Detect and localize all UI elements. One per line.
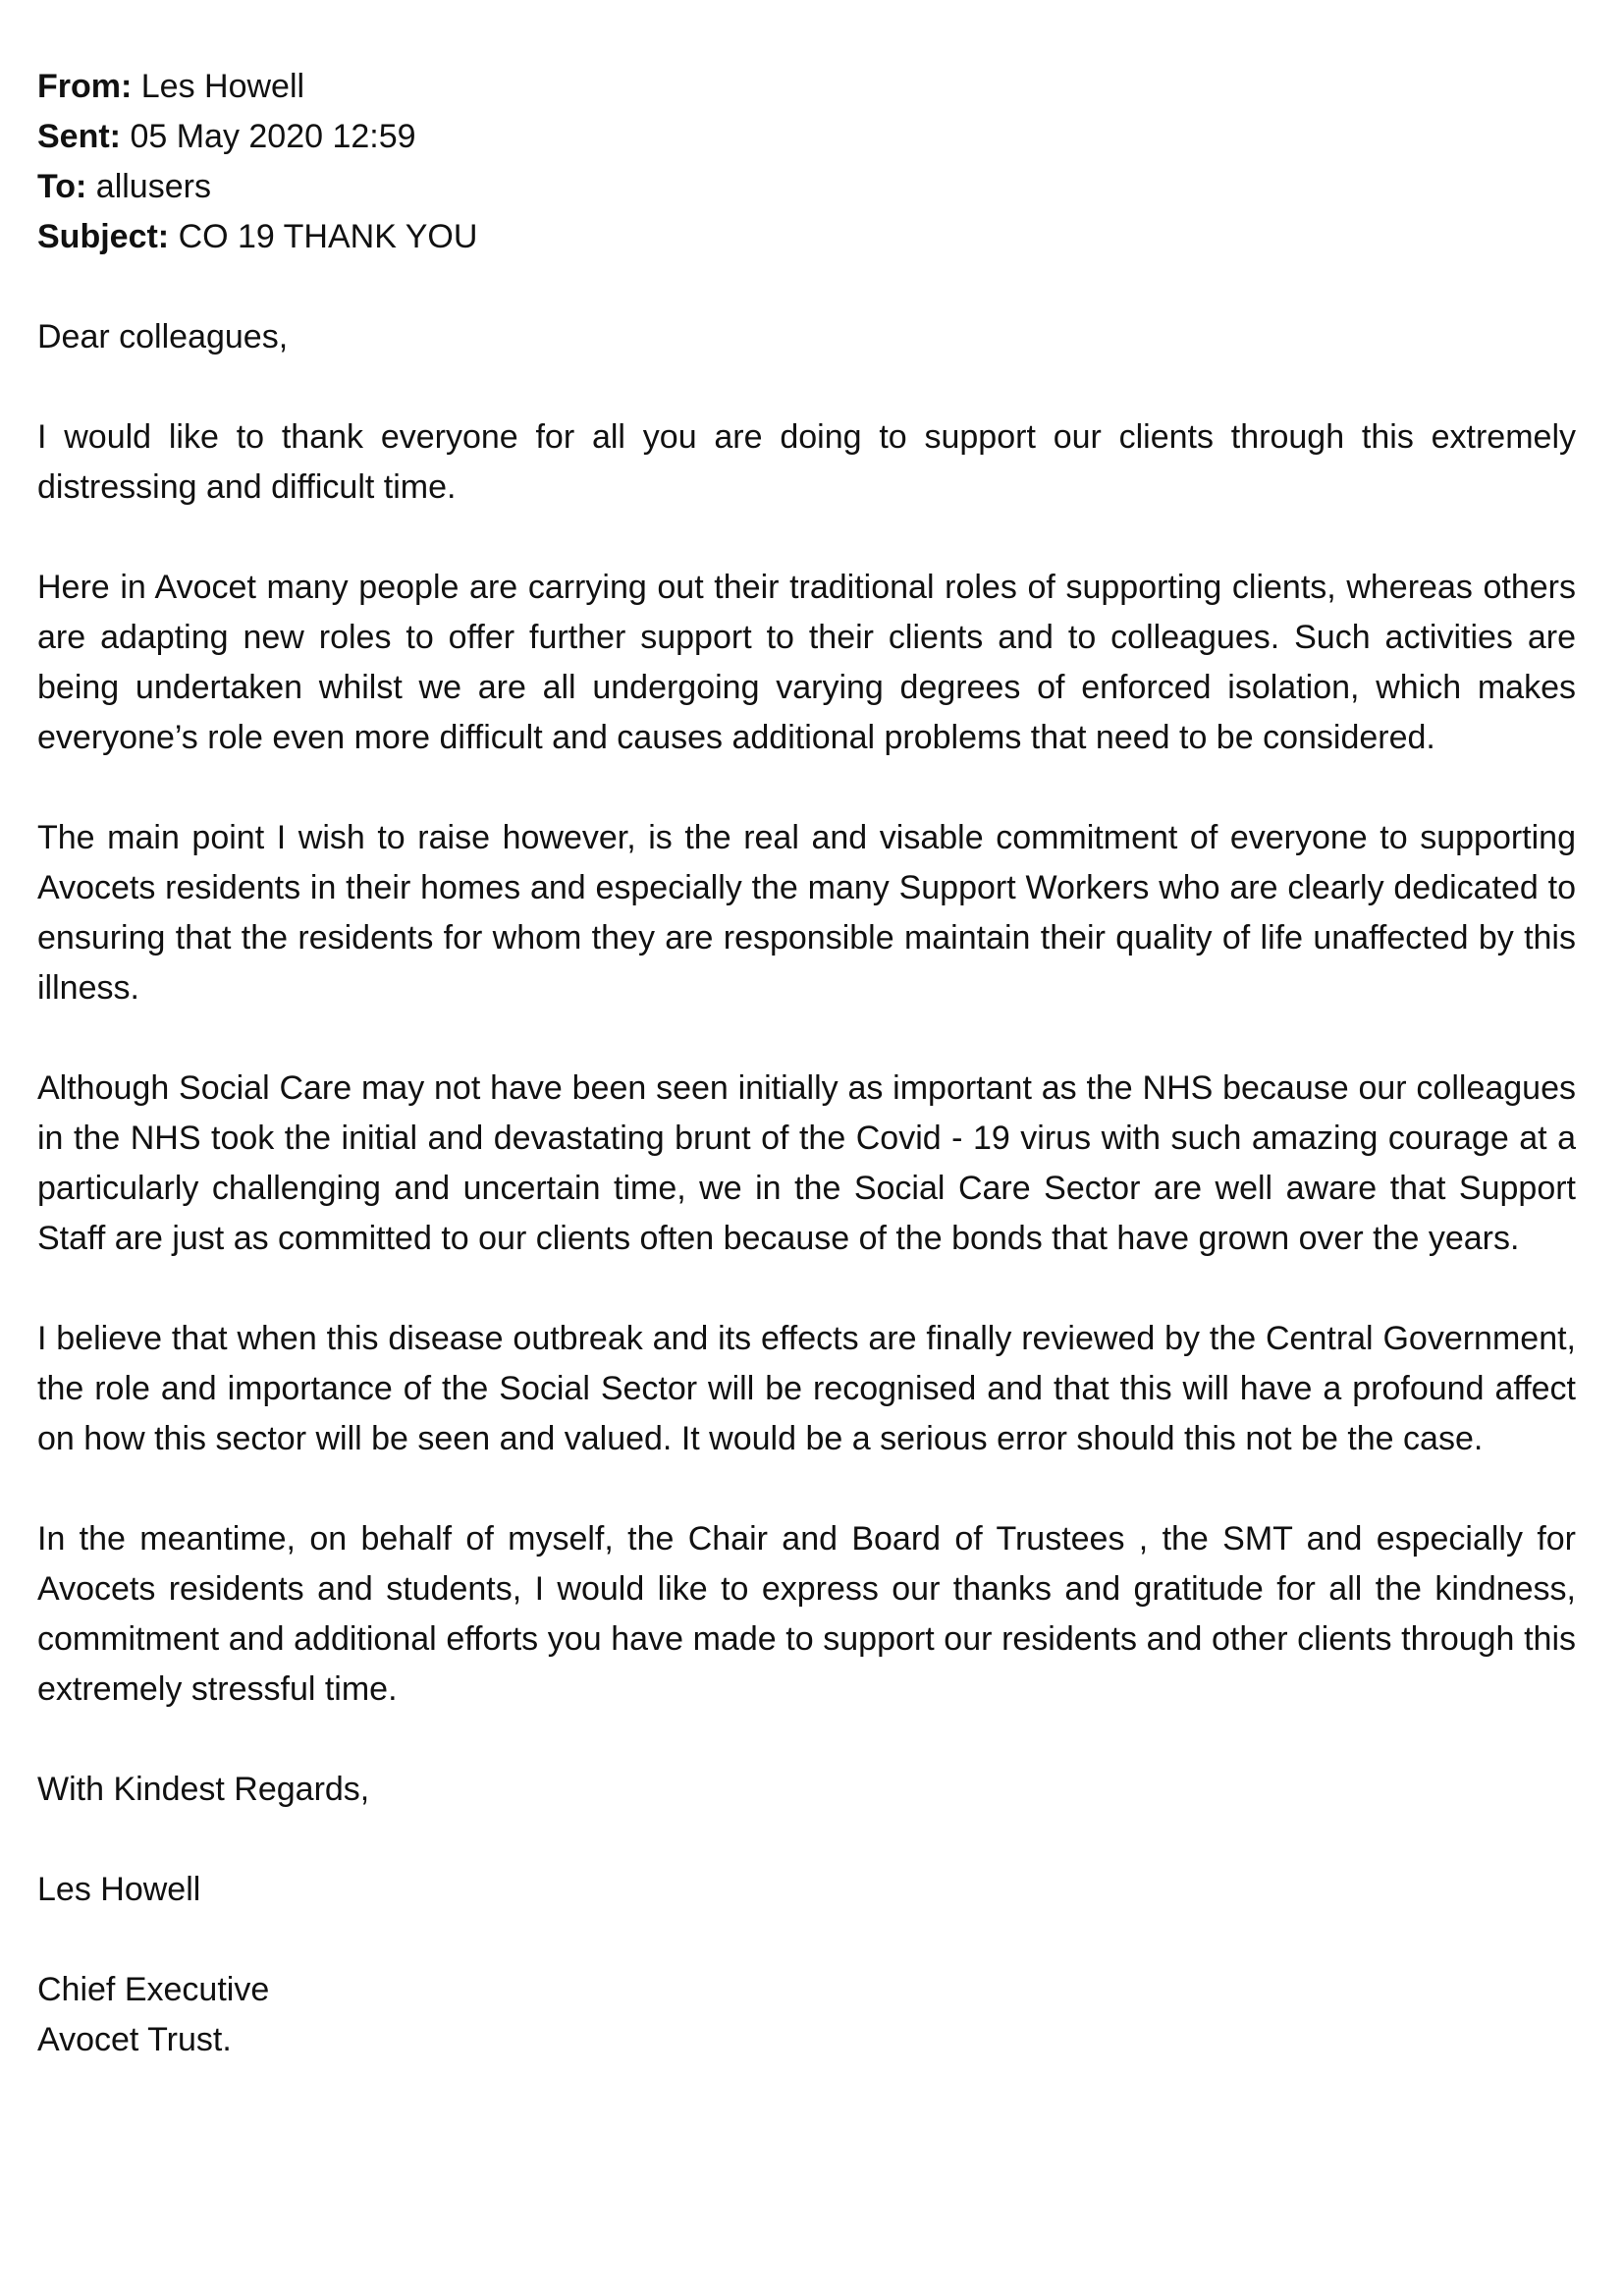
from-value: Les Howell — [132, 68, 305, 105]
sent-label: Sent: — [37, 118, 121, 155]
body-paragraph: Here in Avocet many people are carrying out their traditional roles of supporting clients, whereas others are adapting new roles to offer further support to their clients and to colleagues. Such activities are being undertaken whilst we are all undergoing varying degrees of enforced isolation, which makes everyone’s role even more difficult and causes additional problems that need to be considered. — [37, 569, 1576, 756]
body-paragraph: Although Social Care may not have been seen initially as important as the NHS because our colleagues in the NHS took the initial and devastating brunt of the Covid - 19 virus with such amazing courage at a particularly challenging and uncertain time, we in the Social Care Sector are well aware that Support Staff are just as committed to our clients often because of the bonds that have grown over the years. — [37, 1069, 1576, 1257]
to-value: allusers — [86, 168, 211, 205]
body-paragraph: I believe that when this disease outbreak and its effects are finally reviewed by the Central Government, the role and importance of the Social Sector will be recognised and that this will have a profound affect on how this sector will be seen and valued. It would be a serious error should this not be the case. — [37, 1320, 1576, 1457]
email-document — [37, 62, 1576, 2065]
subject-line — [37, 212, 1576, 262]
to-line — [37, 162, 1576, 212]
sent-value: 05 May 2020 12:59 — [121, 118, 416, 155]
closing: With Kindest Regards, — [37, 1771, 370, 1808]
greeting: Dear colleagues, — [37, 318, 289, 355]
subject-value: CO 19 THANK YOU — [169, 218, 478, 255]
signature-title: Chief Executive — [37, 1971, 270, 2008]
sent-line — [37, 112, 1576, 162]
signature-name: Les Howell — [37, 1871, 201, 1908]
signature-block — [37, 1965, 1576, 2065]
body-paragraph: The main point I wish to raise however, is the real and visable commitment of everyone to supporting Avocets residents in their homes and especially the many Support Workers who are clearly dedicated to ensuring that the residents for whom they are responsible maintain their quality of life unaffected by this illness. — [37, 819, 1576, 1007]
signature-organisation: Avocet Trust. — [37, 2021, 232, 2058]
body-paragraph: I would like to thank everyone for all you are doing to support our clients through this extremely distressing and difficult time. — [37, 418, 1576, 506]
from-label: From: — [37, 68, 133, 105]
subject-label: Subject: — [37, 218, 170, 255]
to-label: To: — [37, 168, 87, 205]
from-line — [37, 62, 1576, 112]
body-paragraph: In the meantime, on behalf of myself, the Chair and Board of Trustees , the SMT and especially for Avocets residents and students, I would like to express our thanks and gratitude for all the kindness, commitment and additional efforts you have made to support our residents and other clients through this extremely stressful time. — [37, 1520, 1576, 1708]
email-header — [37, 62, 1576, 262]
